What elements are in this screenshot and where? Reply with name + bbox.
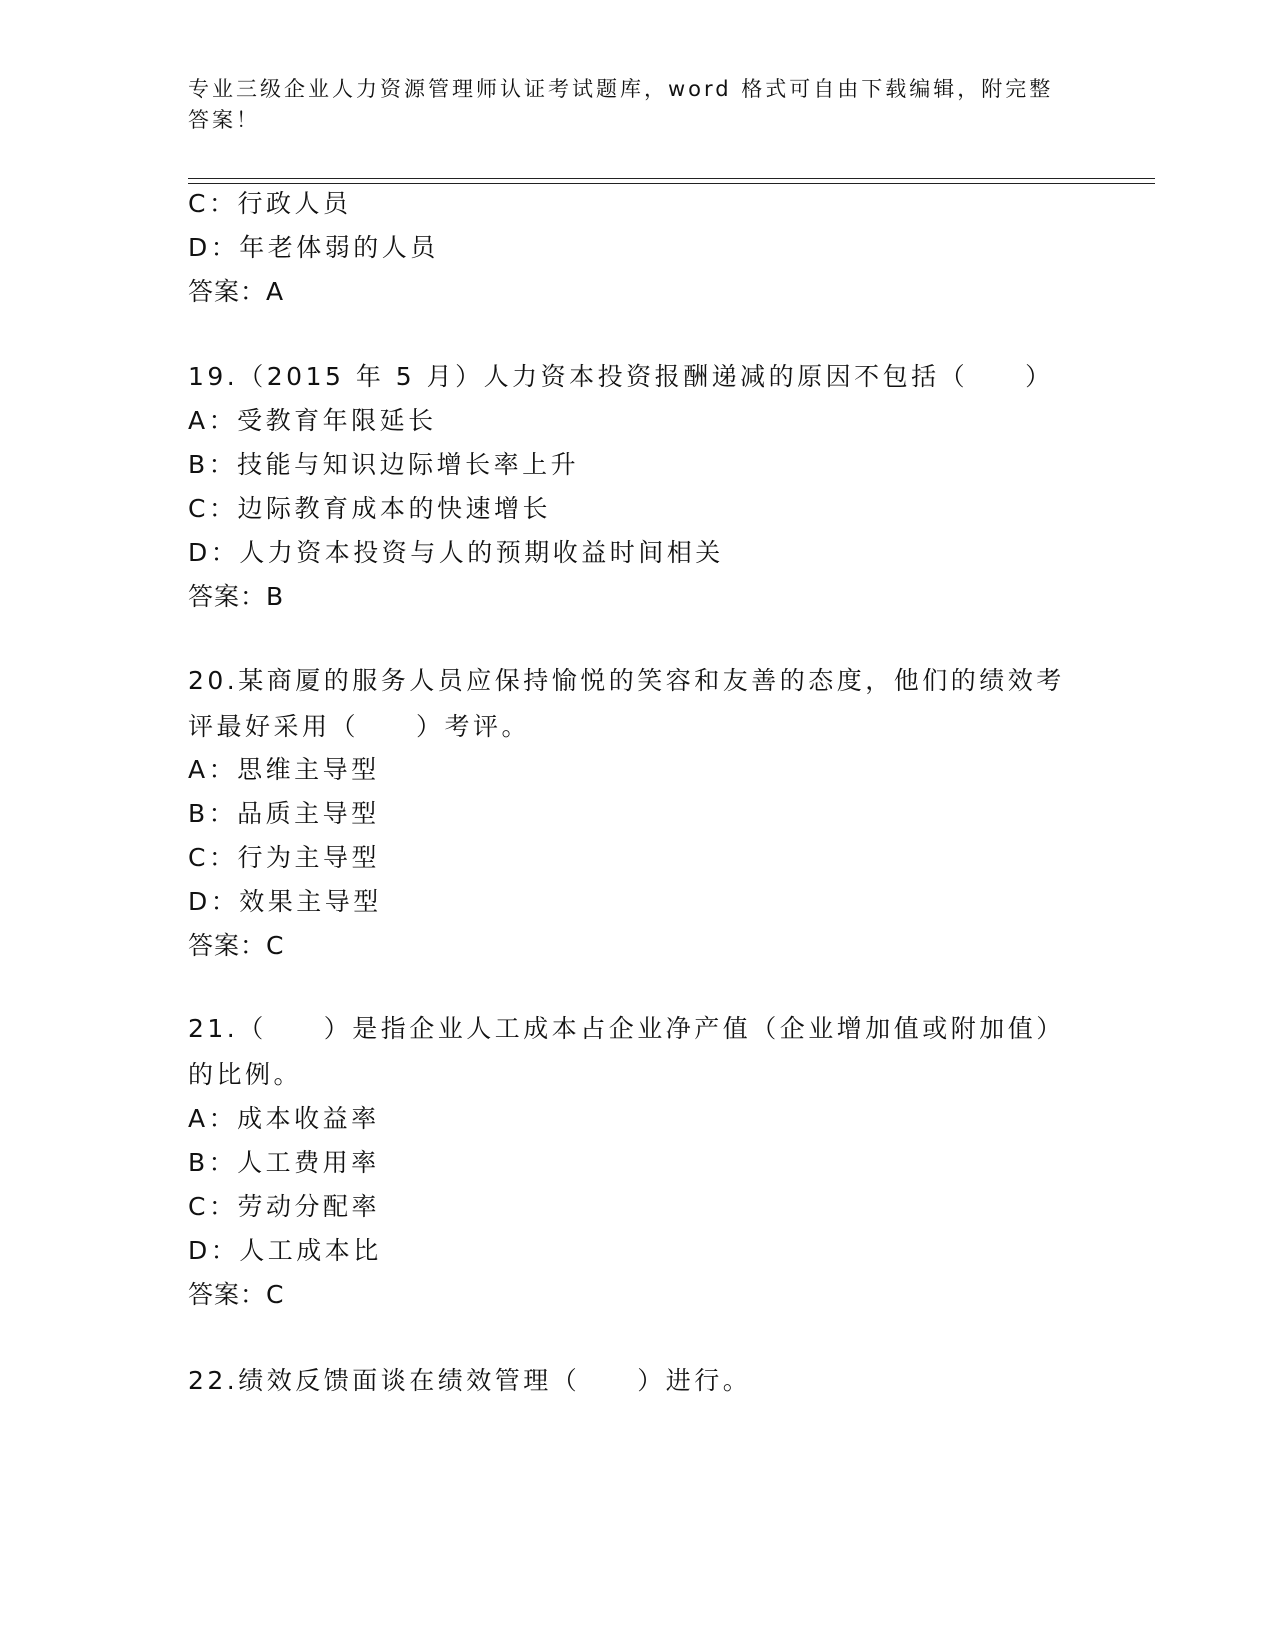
option-c: C：行为主导型 [188, 843, 380, 872]
option-a: A：受教育年限延长 [188, 406, 437, 435]
option-c: C：劳动分配率 [188, 1192, 380, 1221]
header-rule-top [188, 178, 1155, 179]
question-19: 19.（2015 年 5 月）人力资本投资报酬递减的原因不包括（ ） [188, 362, 1054, 391]
option-d: D：年老体弱的人员 [188, 233, 439, 262]
option-d: D：效果主导型 [188, 887, 382, 916]
question-22: 22.绩效反馈面谈在绩效管理（ ）进行。 [188, 1366, 752, 1395]
answer: 答案：A [188, 277, 285, 306]
answer: 答案：C [188, 1280, 285, 1309]
option-c: C：行政人员 [188, 189, 352, 218]
header-rule-bottom [188, 183, 1155, 184]
option-b: B：技能与知识边际增长率上升 [188, 450, 580, 479]
document-header: 专业三级企业人力资源管理师认证考试题库，word 格式可自由下载编辑，附完整答案！ [188, 77, 1054, 132]
option-c: C：边际教育成本的快速增长 [188, 494, 551, 523]
question-20: 20.某商厦的服务人员应保持愉悦的笑容和友善的态度，他们的绩效考评最好采用（ ）考评。 [188, 666, 1065, 741]
question-21: 21.（ ）是指企业人工成本占企业净产值（企业增加值或附加值）的比例。 [188, 1014, 1065, 1089]
option-d: D：人力资本投资与人的预期收益时间相关 [188, 538, 724, 567]
answer: 答案：B [188, 582, 285, 611]
option-b: B：人工费用率 [188, 1148, 380, 1177]
option-d: D：人工成本比 [188, 1236, 382, 1265]
option-a: A：思维主导型 [188, 755, 380, 784]
option-a: A：成本收益率 [188, 1104, 380, 1133]
option-b: B：品质主导型 [188, 799, 380, 828]
answer: 答案：C [188, 931, 285, 960]
